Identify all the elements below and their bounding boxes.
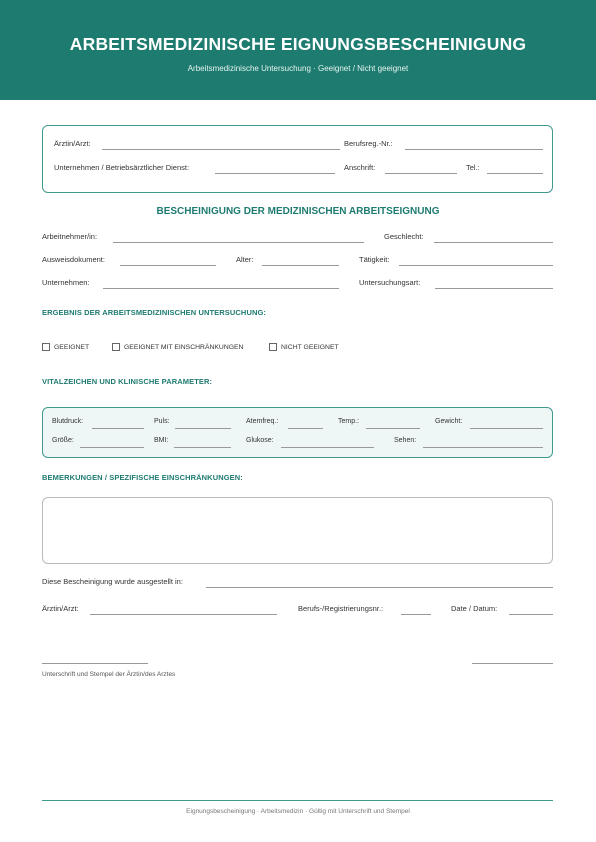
berufsreg-field[interactable] <box>344 139 543 151</box>
unternehmen-label: Unternehmen: <box>42 278 90 287</box>
geschlecht-line[interactable] <box>434 242 553 243</box>
bmi-field[interactable] <box>154 437 231 449</box>
untersuchungsart-label: Untersuchungsart: <box>359 278 421 287</box>
untersuchungsart-line[interactable] <box>435 288 553 289</box>
puls-label: Puls: <box>154 418 170 425</box>
taetigkeit-label: Tätigkeit: <box>359 255 390 264</box>
ausweis-label: Ausweisdokument: <box>42 255 105 264</box>
datum-field[interactable] <box>451 604 553 616</box>
ausgestellt-line[interactable] <box>206 587 553 588</box>
footer-divider <box>42 800 553 801</box>
registrierung-label: Berufs-/Registrierungsnr.: <box>298 604 384 613</box>
datum-line[interactable] <box>509 614 553 615</box>
unternehmen-dienst-label: Unternehmen / Betriebsärztlicher Dienst: <box>54 163 190 172</box>
temp-line[interactable] <box>366 428 420 429</box>
arbeitnehmer-field[interactable] <box>42 232 364 244</box>
tel-label: Tel.: <box>466 163 480 172</box>
option-geeignet-label: GEEIGNET <box>54 343 90 351</box>
taetigkeit-field[interactable] <box>359 255 553 267</box>
glukose-field[interactable] <box>246 437 374 449</box>
anschrift-line[interactable] <box>385 173 457 174</box>
gewicht-field[interactable] <box>435 418 543 430</box>
alter-field[interactable] <box>236 255 339 267</box>
geschlecht-label: Geschlecht: <box>384 232 424 241</box>
arbeitnehmer-label: Arbeitnehmer/in: <box>42 232 98 241</box>
registrierung-line[interactable] <box>401 614 431 615</box>
blutdruck-line[interactable] <box>92 428 144 429</box>
alter-label: Alter: <box>236 255 254 264</box>
sehen-field[interactable] <box>394 437 543 449</box>
unternehmen-dienst-line[interactable] <box>215 173 335 174</box>
issued-arzt-label: Ärztin/Arzt: <box>42 604 79 613</box>
checkbox-icon[interactable] <box>269 343 277 351</box>
puls-field[interactable] <box>154 418 231 430</box>
tel-field[interactable] <box>466 163 543 175</box>
geschlecht-field[interactable] <box>384 232 553 244</box>
arzt-label: Ärztin/Arzt: <box>54 139 91 148</box>
bmi-line[interactable] <box>174 447 231 448</box>
gewicht-label: Gewicht: <box>435 418 463 425</box>
ausgestellt-label: Diese Bescheinigung wurde ausgestellt in: <box>42 577 183 586</box>
anschrift-label: Anschrift: <box>344 163 376 172</box>
glukose-line[interactable] <box>281 447 374 448</box>
doctor-info-box <box>42 125 553 193</box>
vitals-title: VITALZEICHEN UND KLINISCHE PARAMETER: <box>42 377 213 386</box>
untersuchungsart-field[interactable] <box>359 278 553 290</box>
signature-line[interactable] <box>42 663 148 664</box>
puls-line[interactable] <box>175 428 231 429</box>
option-nicht-geeignet-label: NICHT GEEIGNET <box>281 343 339 351</box>
sehen-line[interactable] <box>423 447 543 448</box>
blutdruck-label: Blutdruck: <box>52 418 84 425</box>
groesse-line[interactable] <box>80 447 144 448</box>
option-geeignet-mit-einschraenkungen-label: GEEIGNET MIT EINSCHRÄNKUNGEN <box>124 343 244 351</box>
ausweis-field[interactable] <box>42 255 216 267</box>
temp-label: Temp.: <box>338 418 360 425</box>
bmi-label: BMI: <box>154 437 169 444</box>
unternehmen-line[interactable] <box>103 288 339 289</box>
unternehmen-field[interactable] <box>42 278 339 290</box>
sehen-label: Sehen: <box>394 437 417 444</box>
glukose-label: Glukose: <box>246 437 274 444</box>
atemfreq-line[interactable] <box>288 428 323 429</box>
berufsreg-line[interactable] <box>405 149 543 150</box>
signature-caption: Unterschrift und Stempel der Ärztin/des Arztes <box>42 671 176 678</box>
checkbox-icon[interactable] <box>42 343 50 351</box>
stamp-line[interactable] <box>472 663 553 664</box>
groesse-label: Größe: <box>52 437 74 444</box>
gewicht-line[interactable] <box>470 428 543 429</box>
alter-line[interactable] <box>262 265 339 266</box>
remarks-textarea[interactable] <box>42 497 553 564</box>
footer-text: Eignungsbescheinigung · Arbeitsmedizin · Gültig mit Unterschrift und Stempel <box>186 808 410 815</box>
ausgestellt-field[interactable] <box>42 577 553 589</box>
unternehmen-dienst-field[interactable] <box>54 163 335 175</box>
ausweis-line[interactable] <box>120 265 216 266</box>
certificate-title: BESCHEINIGUNG DER MEDIZINISCHEN ARBEITSEIGNUNG <box>156 206 440 217</box>
checkbox-icon[interactable] <box>112 343 120 351</box>
document-title: ARBEITSMEDIZINISCHE EIGNUNGSBESCHEINIGUNG <box>69 34 527 54</box>
arbeitnehmer-line[interactable] <box>113 242 364 243</box>
berufsreg-label: Berufsreg.-Nr.: <box>344 139 393 148</box>
page-header <box>0 0 596 100</box>
issued-arzt-line[interactable] <box>90 614 277 615</box>
document-subtitle: Arbeitsmedizinische Untersuchung · Geeignet / Nicht geeignet <box>187 64 409 73</box>
arzt-line[interactable] <box>102 149 340 150</box>
anschrift-field[interactable] <box>344 163 457 175</box>
datum-label: Date / Datum: <box>451 604 498 613</box>
result-title: ERGEBNIS DER ARBEITSMEDIZINISCHEN UNTERSUCHUNG: <box>42 308 267 317</box>
temp-field[interactable] <box>338 418 420 430</box>
taetigkeit-line[interactable] <box>399 265 553 266</box>
remarks-title: BEMERKUNGEN / SPEZIFISCHE EINSCHRÄNKUNGEN: <box>42 473 243 482</box>
vitals-box <box>42 407 553 458</box>
groesse-field[interactable] <box>52 437 144 449</box>
atemfreq-label: Atemfreq.: <box>246 418 279 425</box>
blutdruck-field[interactable] <box>52 418 144 430</box>
tel-line[interactable] <box>487 173 543 174</box>
registrierung-field[interactable] <box>298 604 431 616</box>
issued-arzt-field[interactable] <box>42 604 277 616</box>
atemfreq-field[interactable] <box>246 418 323 430</box>
arzt-field[interactable] <box>54 139 340 151</box>
